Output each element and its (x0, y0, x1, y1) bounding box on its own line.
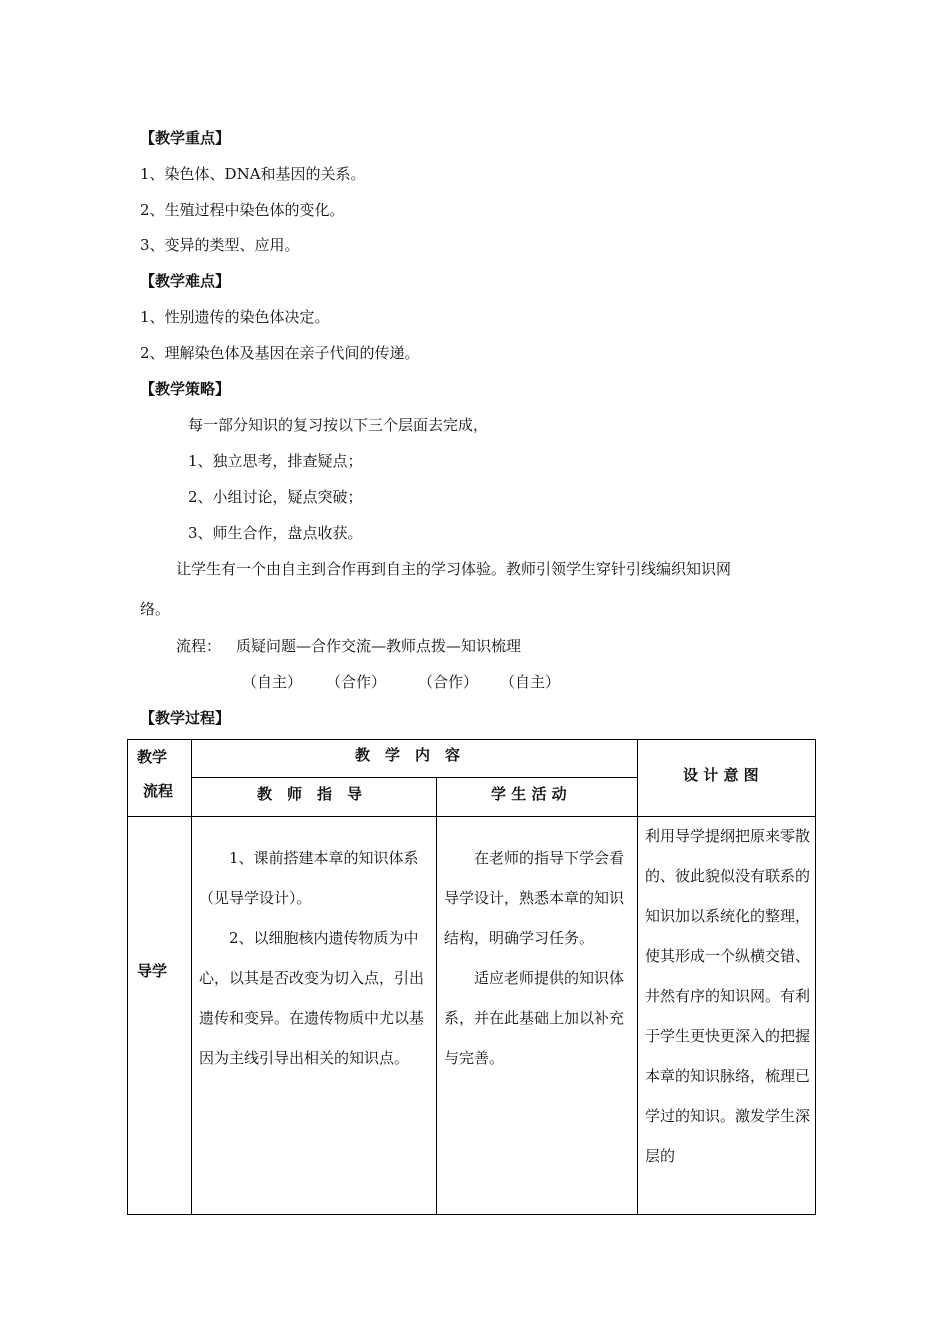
strategy-intro: 每一部分知识的复习按以下三个层面去完成， (188, 416, 489, 434)
key-point-item: 1、染色体、DNA和基因的关系。 (140, 165, 366, 183)
difficult-points-heading: 【教学难点】 (140, 272, 231, 290)
student-activity-cell (444, 838, 633, 1078)
flow-mode: （合作） (326, 673, 387, 691)
process-heading: 【教学过程】 (140, 709, 231, 727)
strategy-step: 1、独立思考，排查疑点； (188, 452, 363, 470)
header-flow: 流程 (143, 782, 174, 800)
key-points-heading: 【教学重点】 (140, 129, 231, 147)
header-student: 学 生 活 动 (491, 785, 567, 803)
flow-label: 流程： (176, 637, 222, 655)
row-stage: 导学 (137, 962, 168, 980)
key-point-item: 2、生殖过程中染色体的变化。 (140, 201, 345, 219)
flow-steps: 质疑问题—合作交流—教师点拨—知识梳理 (236, 637, 522, 655)
student-activity-paragraph: 在老师的指导下学会看导学设计，熟悉本章的知识结构，明确学习任务。 (444, 849, 625, 947)
strategy-summary-cont: 络。 (140, 600, 171, 618)
strategy-step: 2、小组讨论，疑点突破； (188, 488, 363, 506)
teacher-guidance-paragraph: 2、以细胞核内遗传物质为中心，以其是否改变为切入点，引出遗传和变异。在遗传物质中尤以基因为主线引导出相关的知识点。 (199, 929, 425, 1067)
header-content: 教 学 内 容 (355, 746, 461, 764)
key-point-item: 3、变异的类型、应用。 (140, 236, 300, 254)
design-intent-cell (645, 816, 810, 1212)
flow-mode: （合作） (418, 673, 479, 691)
strategy-step: 3、师生合作，盘点收获。 (188, 524, 363, 542)
teacher-guidance-cell (199, 838, 431, 1078)
student-activity-paragraph: 适应老师提供的知识体系，并在此基础上加以补充与完善。 (444, 969, 625, 1067)
teacher-guidance-paragraph: 1、课前搭建本章的知识体系（见导学设计）。 (199, 849, 419, 907)
difficult-point-item: 1、性别遗传的染色体决定。 (140, 308, 330, 326)
flow-mode: （自主） (500, 673, 561, 691)
flow-mode: （自主） (242, 673, 303, 691)
strategy-summary: 让学生有一个由自主到合作再到自主的学习体验。教师引领学生穿针引线编织知识网 (176, 560, 732, 578)
difficult-point-item: 2、理解染色体及基因在亲子代间的传递。 (140, 344, 420, 362)
design-intent-text: 利用导学提纲把原来零散的、彼此貌似没有联系的知识加以系统化的整理，使其形成一个纵横交错、井然有序的知识网。有利于学生更快更深入的把握本章的知识脉络，梳理已学过的知识。激发学生深层的 (645, 827, 810, 1165)
header-teacher: 教 师 指 导 (257, 785, 363, 803)
teaching-process-table (127, 739, 816, 1215)
header-intent: 设 计 意 图 (683, 766, 759, 784)
header-flow: 教学 (137, 748, 168, 766)
strategy-heading: 【教学策略】 (140, 380, 231, 398)
